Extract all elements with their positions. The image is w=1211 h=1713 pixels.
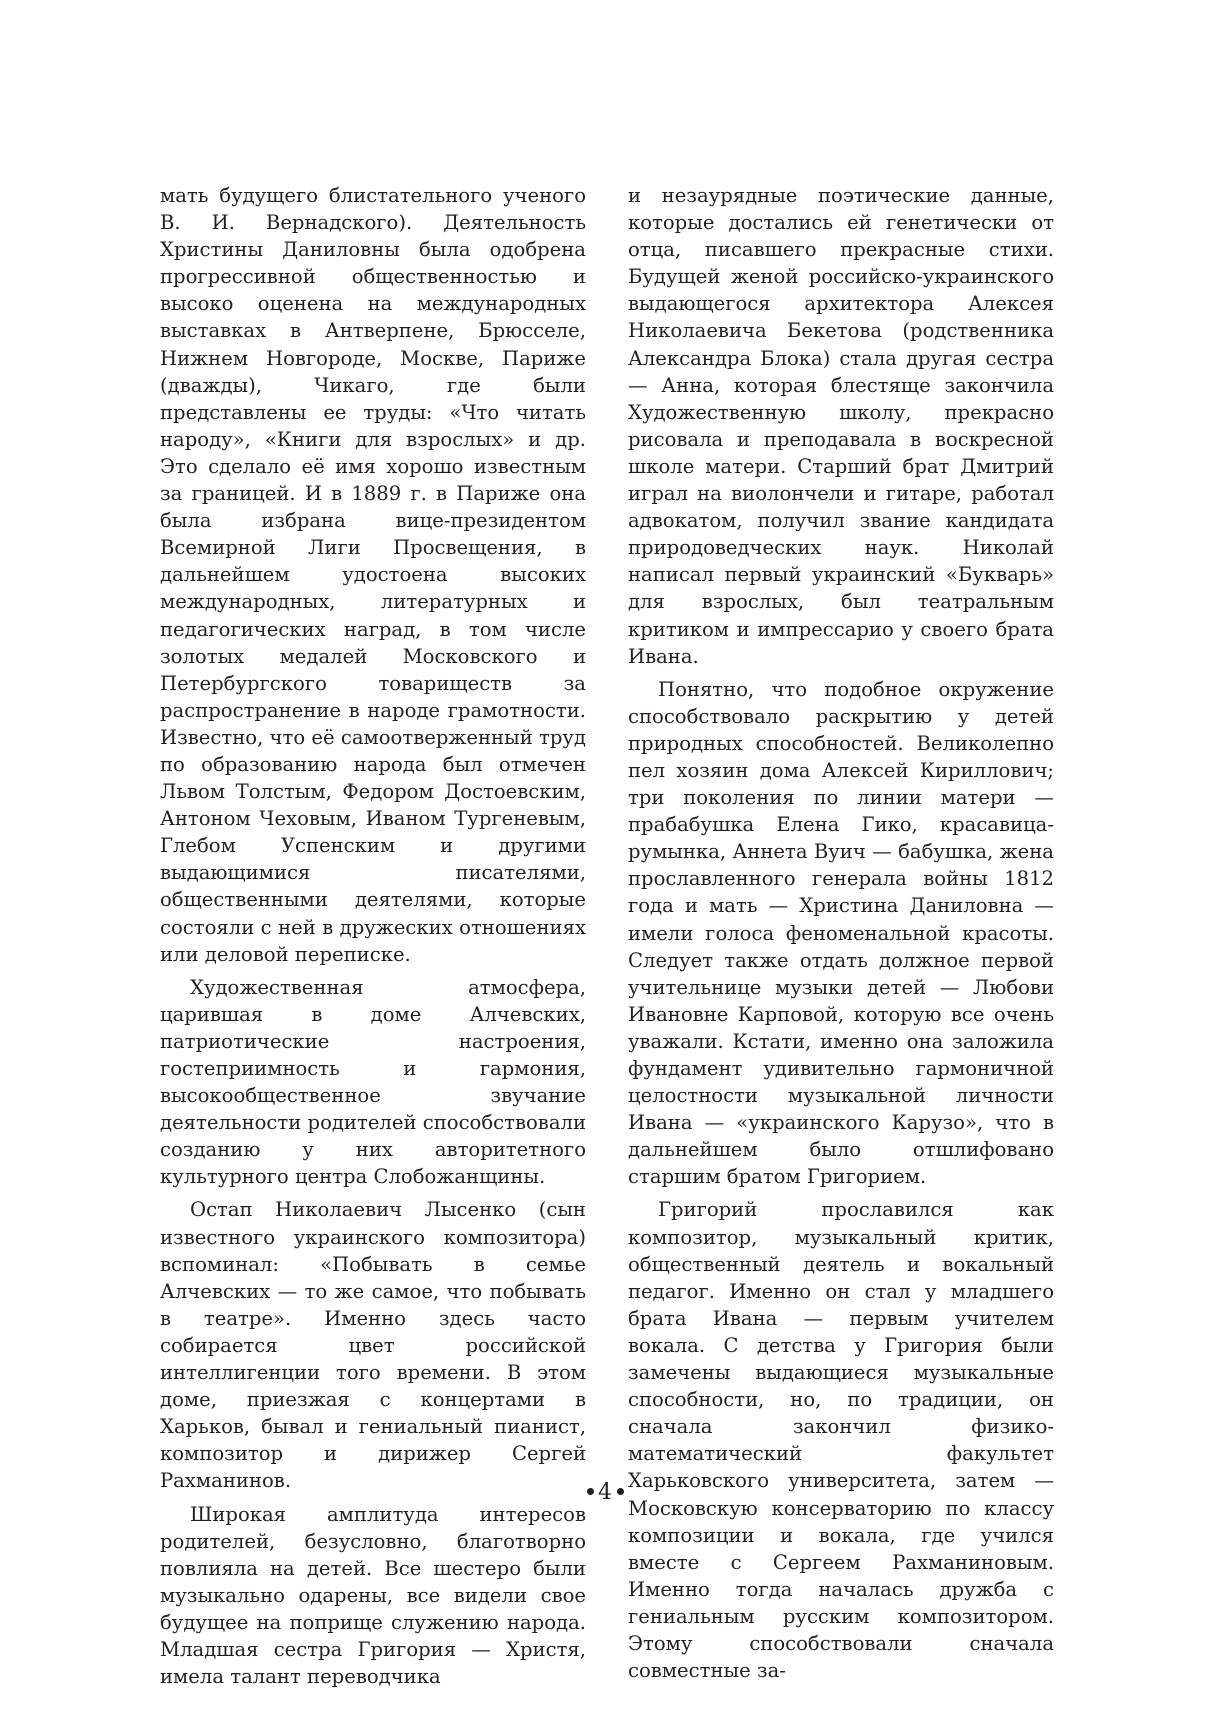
paragraph: Григорий прославился как композитор, музыкальный критик, общественный деятель и вокальный педагог. Именно он стал у младшего брата Ивана — первым учителем вокала. С детства у Григория были замечены выдающиеся музыкальные способности, но, по традиции, он сначала закончил физико-математический факультет Харьковского университета, затем — Московскую консерваторию по классу композиции и вокала, где учился вместе с Сергеем Рахманиновым. Именно тогда началась дружба с гениальным русским композитором. Этому способствовали сначала совместные за- — [628, 1198, 1054, 1683]
bullet-dot-icon — [617, 1488, 624, 1495]
left-text-column — [160, 182, 586, 1696]
paragraph: Широкая амплитуда интересов родителей, безусловно, благотворно повлияла на детей. Все шестеро были музыкально одарены, все видели свое будущее на поприще служению народа. Младшая сестра Григория — Христя, имела талант переводчика — [160, 1502, 586, 1689]
paragraph: Художественная атмосфера, царившая в доме Алчевских, патриотические настроения, гостеприимность и гармония, высокообщественное звучание деятельности родителей способствовали созданию у них авторитетного культурного центра Слобожанщины. — [160, 975, 587, 1189]
page-number — [0, 1480, 1211, 1505]
paragraph: Остап Николаевич Лысенко (сын известного украинского композитора) вспоминал: «Побывать в семье Алчевских — то же самое, что побывать в театре». Именно здесь часто собирается цвет российской интеллигенции того времени. В этом доме, приезжая с концертами в Харьков, бывал и гениальный пианист, композитор и дирижер Сергей Рахманинов. — [160, 1198, 586, 1493]
bullet-dot-icon — [587, 1488, 594, 1495]
paragraph: мать будущего блистательного ученого В. И. Вернадского). Деятельность Христины Даниловны была одобрена прогрессивной общественностью и высоко оценена на международных выставках в Антверпене, Брюсселе, Нижнем Новгороде, Москве, Париже (дважды), Чикаго, где были представлены ее труды: «Что читать народу», «Книги для взрослых» и др. Это сделало её имя хорошо известным за границей. И в 1889 г. в Париже она была избрана вице-президентом Всемирной Лиги Просвещения, в дальнейшем удостоена высоких международных, литературных и педагогических наград, в том числе золотых медалей Московского и Петербургского товариществ за распространение в народе грамотности. Известно, что её самоотверженный труд по образованию народа был отмечен Львом Толстым, Федором Достоевским, Антоном Чеховым, Иваном Тургеневым, Глебом Успенским и другими выдающимися писателями, общественными деятелями, которые состояли с ней в дружеских отношениях или деловой переписке. — [160, 184, 586, 966]
page-number-value: 4 — [598, 1480, 613, 1505]
right-text-column — [628, 182, 1054, 1690]
paragraph: Понятно, что подобное окружение способствовало раскрытию у детей природных способностей. Великолепно пел хозяин дома Алексей Кириллович; три поколения по линии матери — прабабушка Елена Гико, красавица-румынка, Аннета Вуич — бабушка, жена прославленного генерала войны 1812 года и мать — Христина Даниловна — имели голоса феноменальной красоты. Следует также отдать должное первой учительнице музыки детей — Любови Ивановне Карповой, которую все очень уважали. Кстати, именно она заложила фундамент удивительно гармоничной целостности музыкальной личности Ивана — «украинского Карузо», что в дальнейшем было отшлифовано старшим братом Григорием. — [628, 677, 1054, 1189]
paragraph: и незаурядные поэтические данные, которые достались ей генетически от отца, писавшего прекрасные стихи. Будущей женой российско-украинского выдающегося архитектора Алексея Николаевича Бекетова (родственника Александра Блока) стала другая сестра — Анна, которая блестяще закончила Художественную школу, прекрасно рисовала и преподавала в воскресной школе матери. Старший брат Дмитрий играл на виолончели и гитаре, работал адвокатом, получил звание кандидата природоведческих наук. Николай написал первый украинский «Букварь» для взрослых, был театральным критиком и импрессарио у своего брата Ивана. — [628, 184, 1054, 668]
